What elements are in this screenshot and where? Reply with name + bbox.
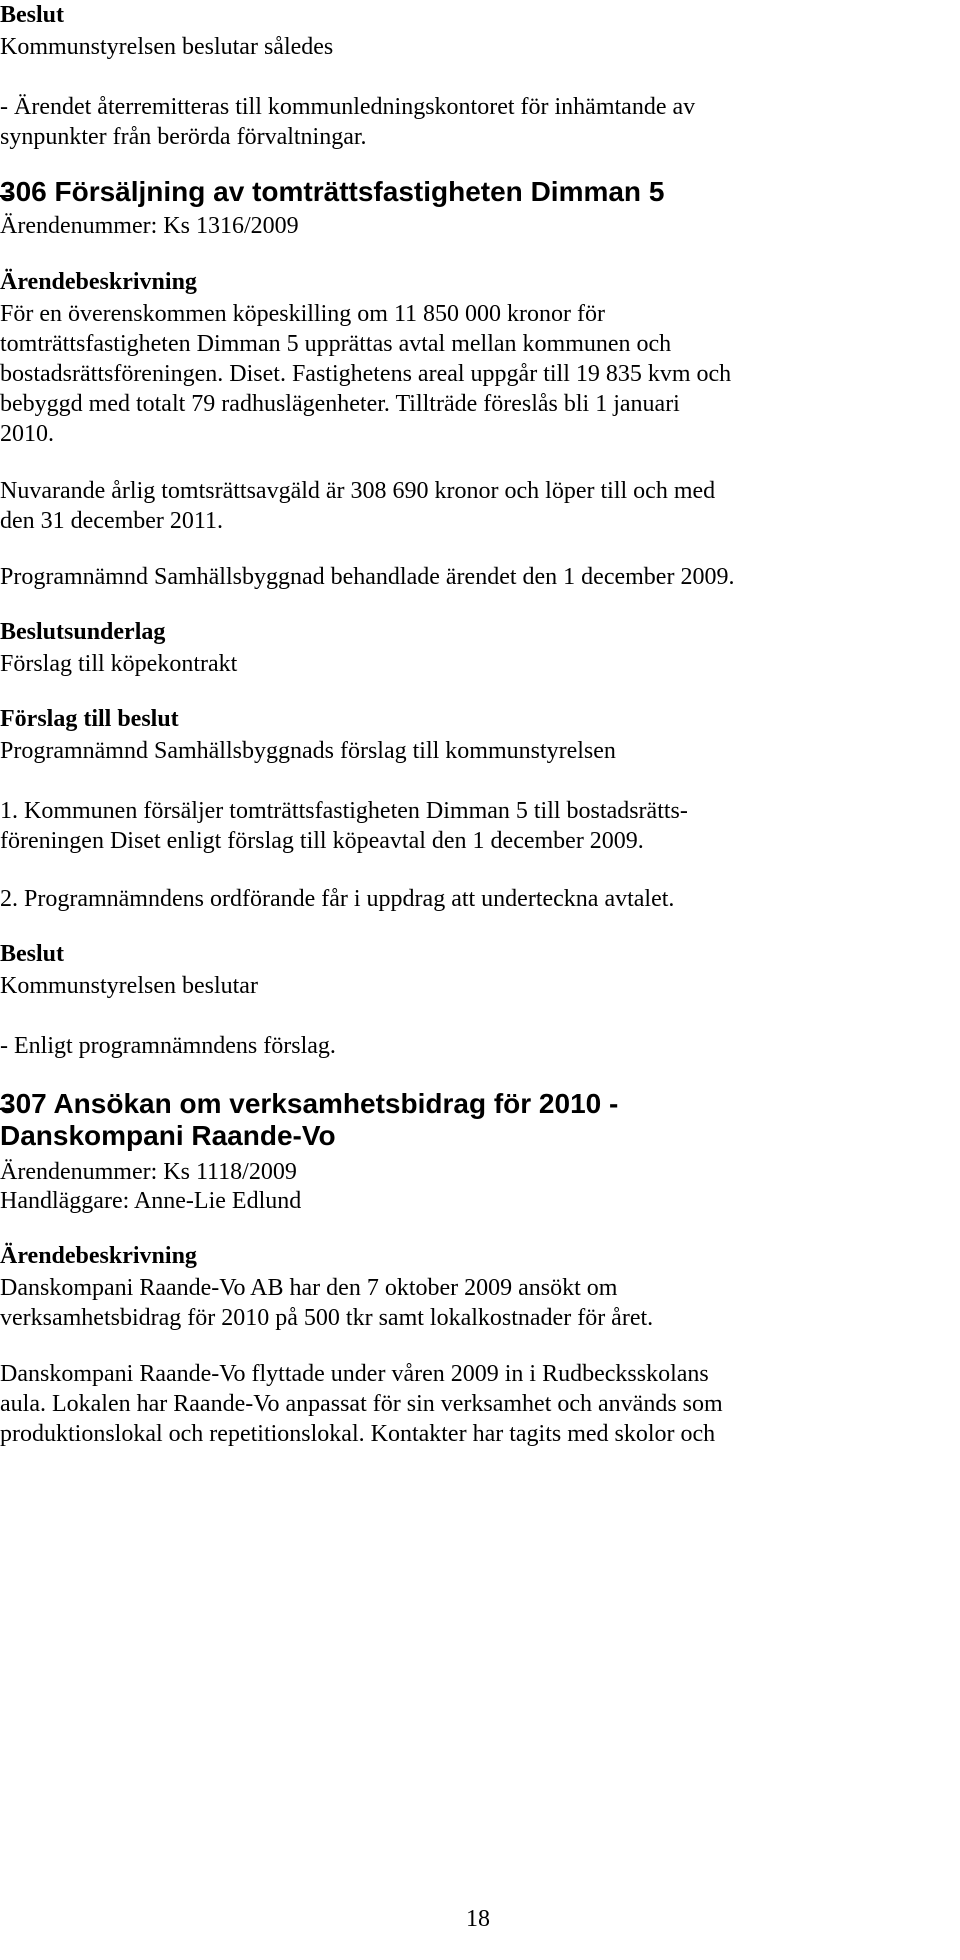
case-officer: Handläggare: Anne-Lie Edlund: [0, 1188, 302, 1214]
paragraph-line: aula. Lokalen har Raande-Vo anpassat för sin verksamhet och används som: [0, 1391, 723, 1417]
decision-intro: Kommunstyrelsen beslutar således: [0, 34, 334, 60]
paragraph-line: verksamhetsbidrag för 2010 på 500 tkr samt lokalkostnader för året.: [0, 1305, 654, 1331]
section-306-title: 306 Försäljning av tomträttsfastigheten Dimman 5: [0, 176, 665, 207]
proposal-heading: Förslag till beslut: [0, 706, 179, 732]
decision-text: - Enligt programnämndens förslag.: [0, 1033, 336, 1059]
paragraph-line: Nuvarande årlig tomtsrättsavgäld är 308 690 kronor och löper till och med: [0, 478, 716, 504]
paragraph-line: 2010.: [0, 421, 54, 447]
section-307-title-line-1: 307 Ansökan om verksamhetsbidrag för 2010 -: [0, 1088, 619, 1119]
paragraph-line: tomträttsfastigheten Dimman 5 upprättas avtal mellan kommunen och: [0, 331, 672, 357]
page-number: 18: [466, 1906, 490, 1932]
paragraph-line: bostadsrättsföreningen. Diset. Fastighetens areal uppgår till 19 835 kvm och: [0, 361, 732, 387]
paragraph-line: Danskompani Raande-Vo flyttade under våren 2009 in i Rudbecksskolans: [0, 1361, 709, 1387]
proposal-point-1-cont: föreningen Diset enligt förslag till köpeavtal den 1 december 2009.: [0, 828, 644, 854]
basis-item: Förslag till köpekontrakt: [0, 651, 238, 677]
case-description-heading: Ärendebeskrivning: [0, 269, 197, 295]
section-307-title-line-2: Danskompani Raande-Vo: [0, 1120, 336, 1151]
proposal-point-2: 2. Programnämndens ordförande får i uppdrag att underteckna avtalet.: [0, 886, 675, 912]
paragraph-line: bebyggd med totalt 79 radhuslägenheter. Tillträde föreslås bli 1 januari: [0, 391, 680, 417]
paragraph-line: Danskompani Raande-Vo AB har den 7 oktober 2009 ansökt om: [0, 1275, 618, 1301]
case-number: Ärendenummer: Ks 1316/2009: [0, 213, 299, 239]
decision-text-line-1: - Ärendet återremitteras till kommunledningskontoret för inhämtande av: [0, 94, 696, 120]
paragraph-line: den 31 december 2011.: [0, 508, 224, 534]
basis-heading: Beslutsunderlag: [0, 619, 166, 645]
paragraph-line: För en överenskommen köpeskilling om 11 850 000 kronor för: [0, 301, 606, 327]
case-description-heading: Ärendebeskrivning: [0, 1243, 197, 1269]
proposal-intro: Programnämnd Samhällsbyggnads förslag till kommunstyrelsen: [0, 738, 616, 764]
proposal-point-1: 1. Kommunen försäljer tomträttsfastigheten Dimman 5 till bostadsrätts-: [0, 798, 688, 824]
case-number: Ärendenummer: Ks 1118/2009: [0, 1159, 297, 1185]
decision-heading: Beslut: [0, 941, 65, 967]
decision-heading: Beslut: [0, 2, 65, 28]
decision-intro: Kommunstyrelsen beslutar: [0, 973, 258, 999]
decision-text-line-2: synpunkter från berörda förvaltningar.: [0, 124, 367, 150]
paragraph-line: produktionslokal och repetitionslokal. Kontakter har tagits med skolor och: [0, 1421, 716, 1447]
paragraph-line: Programnämnd Samhällsbyggnad behandlade ärendet den 1 december 2009.: [0, 564, 735, 590]
